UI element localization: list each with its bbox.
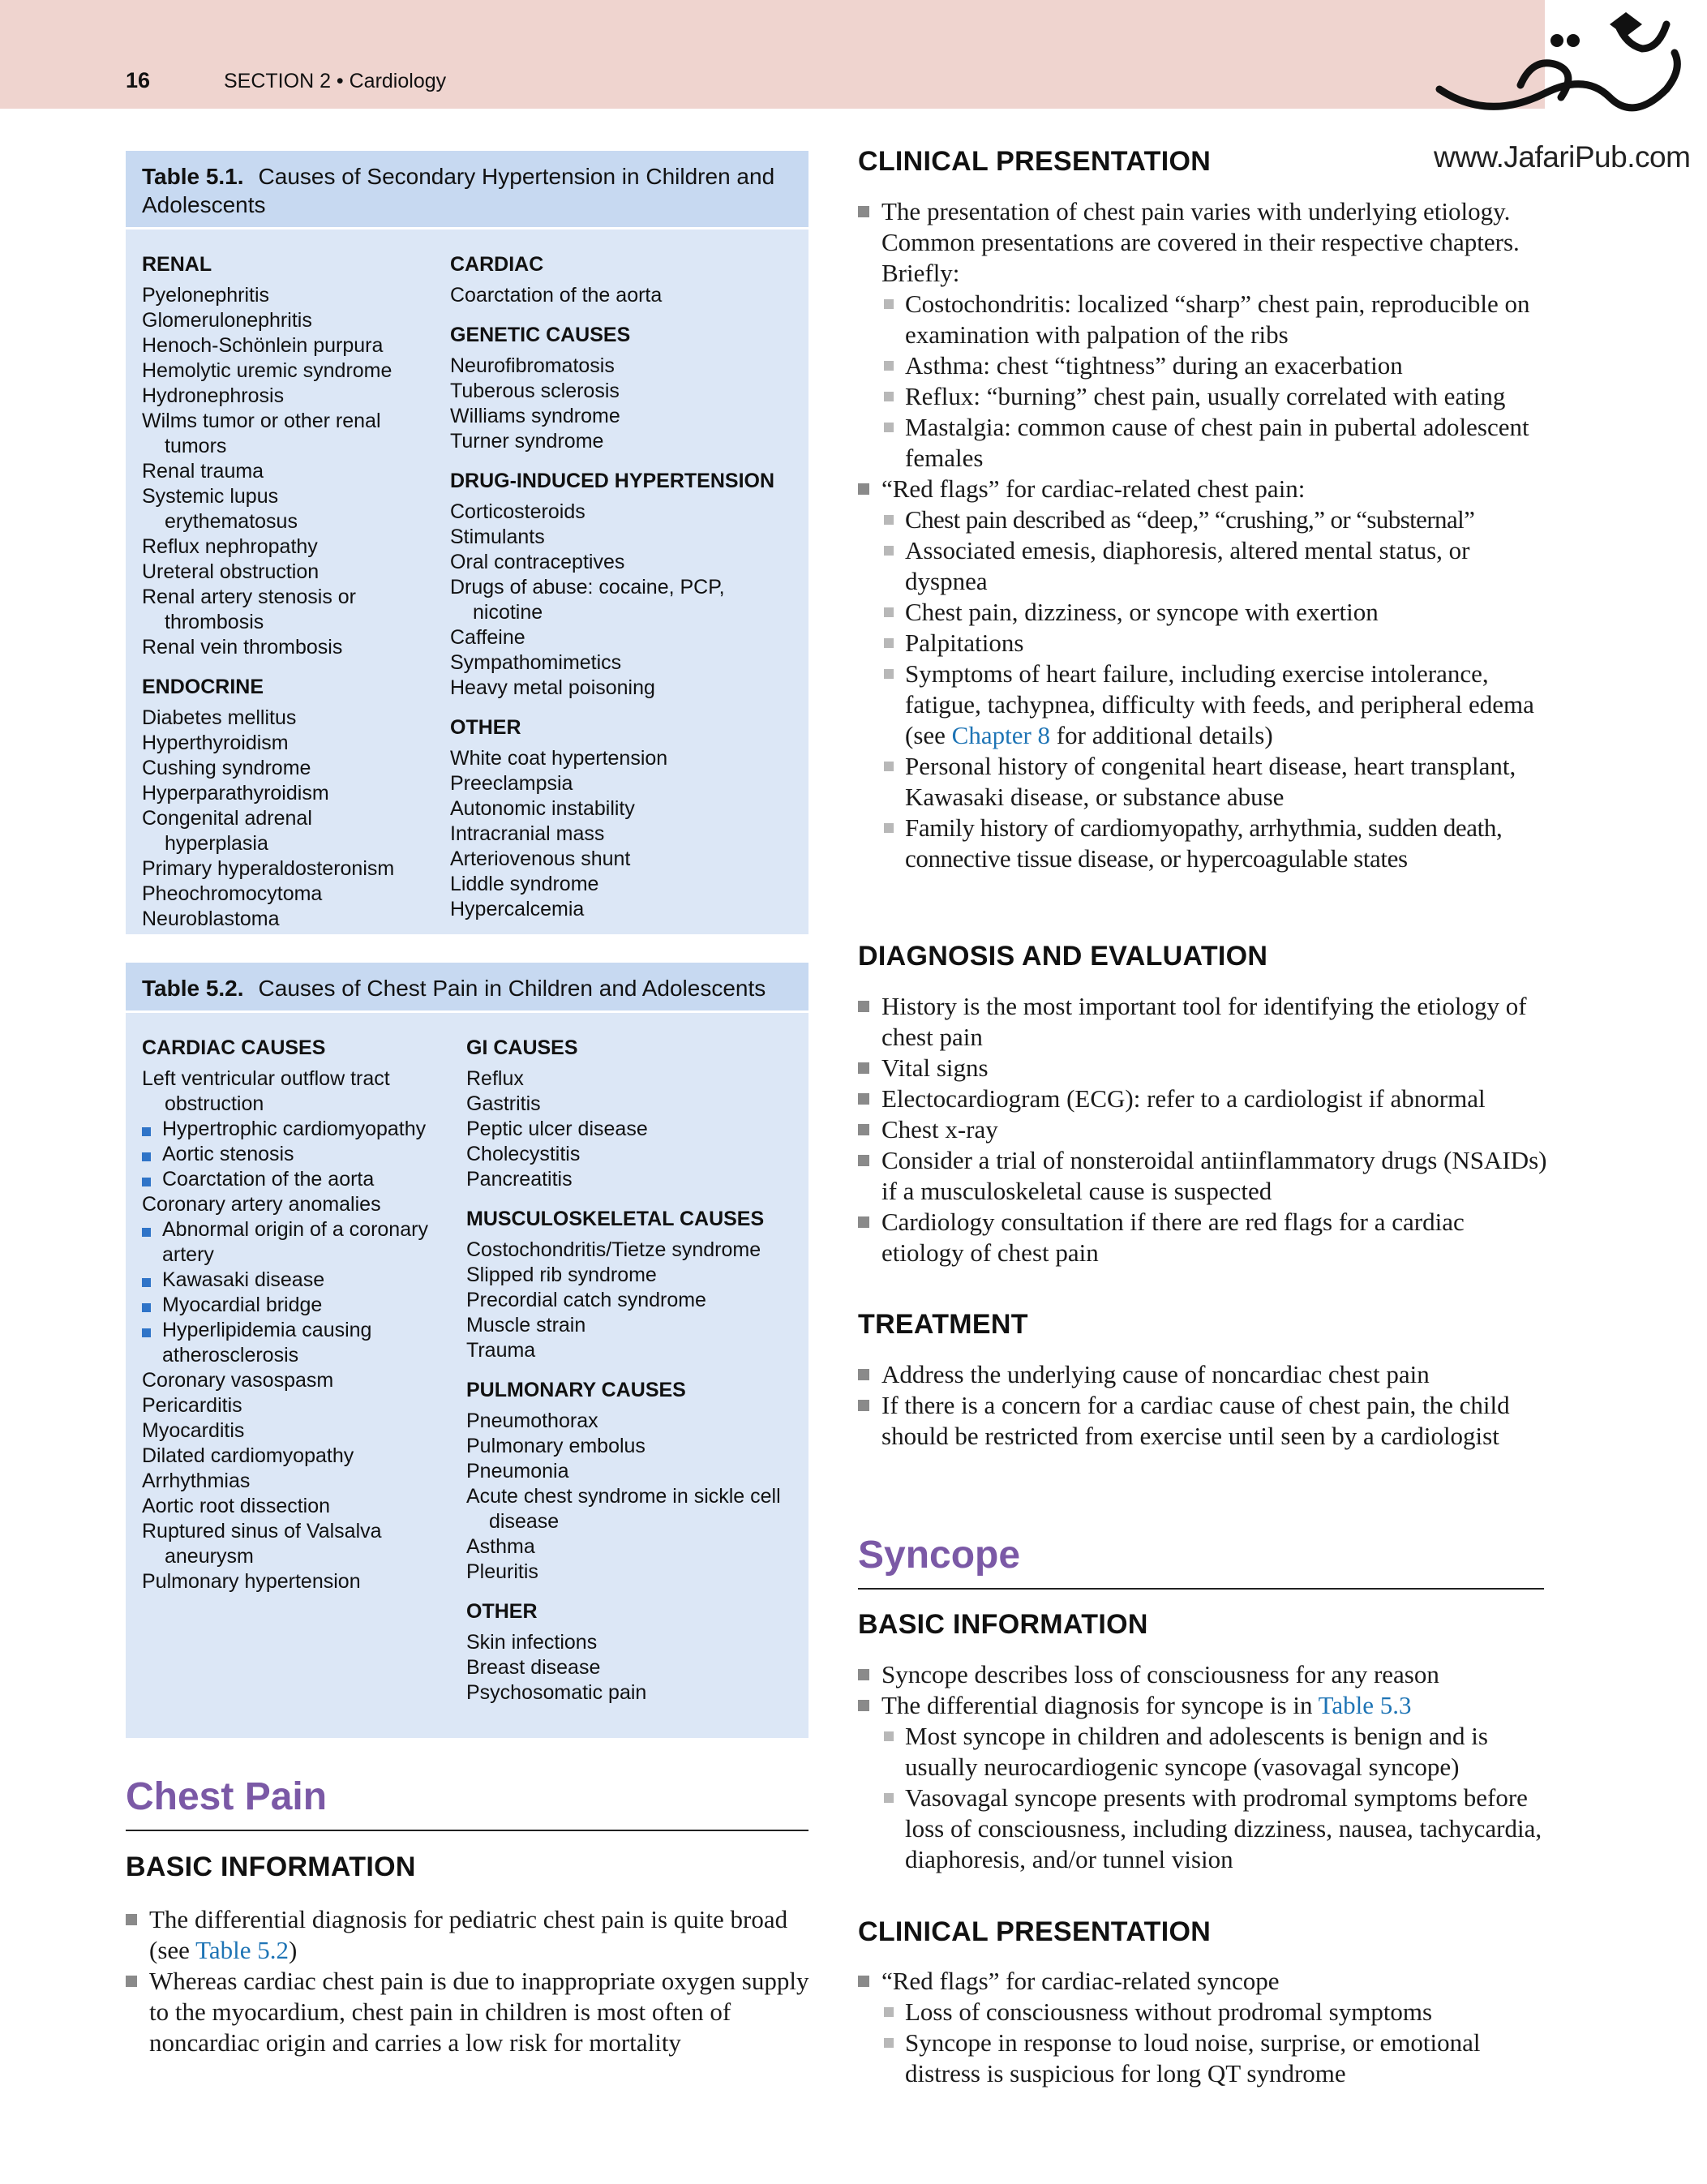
sub-list-item: Palpitations (858, 628, 1547, 659)
list-item: “Red flags” for cardiac-related syncope (858, 1966, 1547, 1997)
table-sub-entry: Aortic stenosis (142, 1142, 450, 1167)
table-number: Table 5.1. (142, 164, 244, 189)
page-number: 16 (126, 68, 151, 92)
table-entry: Neurofibromatosis (450, 354, 615, 377)
list-item: Consider a trial of nonsteroidal antiinflammatory drugs (NSAIDs) if a musculoskeletal cause is suspected (858, 1145, 1547, 1207)
list-item: Electocardiogram (ECG): refer to a cardiologist if abnormal (858, 1083, 1547, 1114)
table-entry: Ruptured sinus of Valsalva aneurysm (142, 1520, 382, 1568)
table-entry: Stimulants (450, 526, 545, 548)
table-entry: Cushing syndrome (142, 757, 311, 779)
table-sub-entry: Abnormal origin of a coronary artery (142, 1217, 442, 1268)
chapter-link[interactable]: Chapter 8 (951, 721, 1051, 749)
table-subheading: OTHER (450, 716, 521, 739)
table-body (126, 1013, 808, 1718)
table-entry: Oral contraceptives (450, 551, 625, 573)
table-entry: Hydronephrosis (142, 384, 285, 407)
table-body (126, 230, 808, 943)
section-title-syncope: Syncope (858, 1534, 1021, 1577)
logo-url: www.JafariPub.com (1434, 140, 1691, 174)
table-entry: Williams syndrome (450, 405, 620, 427)
sub-list-item: Vasovagal syncope presents with prodromal symptoms before loss of consciousness, including dizziness, nausea, tachycardia, diaphoresis, and/or tunnel vision (858, 1783, 1547, 1875)
table-entry: Muscle strain (466, 1314, 586, 1337)
table-entry: Pneumonia (466, 1460, 569, 1482)
table-link[interactable]: Table 5.3 (1318, 1691, 1412, 1719)
sub-list-item: Reflux: “burning” chest pain, usually correlated with eating (858, 381, 1547, 412)
table-entry: Renal artery stenosis or thrombosis (142, 586, 357, 633)
list-item: The presentation of chest pain varies with underlying etiology. Common presentations are covered in their respective chapters. Briefly: (858, 196, 1547, 289)
sub-list-item: Chest pain described as “deep,” “crushing,” or “substernal” (858, 504, 1547, 535)
section-title-chest-pain: Chest Pain (126, 1775, 328, 1818)
table-entry: Asthma (466, 1535, 535, 1558)
table-entry: Heavy metal poisoning (450, 676, 655, 699)
table-entry: Psychosomatic pain (466, 1681, 647, 1704)
heading-basic-information: BASIC INFORMATION (858, 1609, 1148, 1640)
table-entry: Systemic lupus erythematosus (142, 485, 298, 533)
table-entry: Arteriovenous shunt (450, 847, 631, 870)
table-entry: Henoch-Schönlein purpura (142, 334, 384, 357)
table-entry: Hemolytic uremic syndrome (142, 359, 392, 382)
table-entry: Congenital adrenal hyperplasia (142, 807, 312, 855)
table-subheading: MUSCULOSKELETAL CAUSES (466, 1208, 765, 1230)
table-entry: Autonomic instability (450, 797, 635, 820)
sub-list-item: Syncope in response to loud noise, surprise, or emotional distress is suspicious for long QT syndrome (858, 2027, 1547, 2089)
table-column-right (466, 1036, 799, 1706)
running-head: SECTION 2 • Cardiology (224, 70, 447, 92)
sub-list-item: Personal history of congenital heart disease, heart transplant, Kawasaki disease, or substance abuse (858, 751, 1547, 813)
sub-list-item (858, 659, 1547, 751)
table-entry: Preeclampsia (450, 772, 573, 795)
heading-diagnosis-evaluation: DIAGNOSIS AND EVALUATION (858, 941, 1268, 972)
table-entry: Glomerulonephritis (142, 309, 312, 332)
table-column-right (450, 252, 799, 922)
table-title: Causes of Secondary Hypertension in Children and Adolescents (142, 164, 775, 217)
table-entry: Renal trauma (142, 460, 264, 483)
table-entry: Aortic root dissection (142, 1495, 331, 1517)
heading-clinical-presentation: CLINICAL PRESENTATION (858, 146, 1212, 177)
table-entry: Tuberous sclerosis (450, 380, 620, 402)
basic-information-list (126, 1904, 811, 2058)
table-5-1 (126, 151, 808, 934)
list-item-text: The differential diagnosis for pediatric chest pain is quite broad (see (149, 1905, 788, 1964)
table-caption (126, 151, 808, 230)
section-rule (126, 1830, 808, 1831)
table-entry: White coat hypertension (450, 747, 668, 770)
table-entry: Wilms tumor or other renal tumors (142, 410, 381, 457)
table-entry: Precordial catch syndrome (466, 1289, 706, 1311)
sub-list-item: Costochondritis: localized “sharp” chest pain, reproducible on examination with palpation of the ribs (858, 289, 1547, 350)
table-sub-entry: Kawasaki disease (142, 1268, 450, 1293)
heading-basic-information: BASIC INFORMATION (126, 1851, 416, 1882)
table-entry: Dilated cardiomyopathy (142, 1444, 354, 1467)
table-subheading: DRUG-INDUCED HYPERTENSION (450, 470, 775, 492)
table-entry: Pulmonary embolus (466, 1435, 645, 1457)
sub-list-item: Loss of consciousness without prodromal symptoms (858, 1997, 1547, 2027)
table-subheading: OTHER (466, 1600, 538, 1623)
list-item-text: The differential diagnosis for syncope is in (881, 1691, 1319, 1719)
table-entry: Hyperparathyroidism (142, 782, 329, 805)
sub-list-item: Associated emesis, diaphoresis, altered mental status, or dyspnea (858, 535, 1547, 597)
heading-treatment: TREATMENT (858, 1309, 1028, 1340)
table-subheading: GENETIC CAUSES (450, 324, 631, 346)
treatment-list (858, 1359, 1547, 1452)
list-item: Chest x-ray (858, 1114, 1547, 1145)
table-entry: Cholecystitis (466, 1143, 581, 1165)
table-subheading: ENDOCRINE (142, 676, 264, 698)
list-item: Syncope describes loss of consciousness for any reason (858, 1659, 1547, 1690)
table-entry: Skin infections (466, 1631, 598, 1654)
table-entry: Hypercalcemia (450, 898, 585, 920)
table-entry: Pyelonephritis (142, 284, 270, 307)
table-entry: Primary hyperaldosteronism (142, 857, 395, 880)
table-5-2 (126, 963, 808, 1738)
table-entry: Hyperthyroidism (142, 732, 289, 754)
table-entry: Reflux nephropathy (142, 535, 318, 558)
table-sub-entry: Hypertrophic cardiomyopathy (142, 1117, 450, 1142)
list-item (858, 1690, 1547, 1721)
sub-list-item: Mastalgia: common cause of chest pain in pubertal adolescent females (858, 412, 1547, 474)
table-link[interactable]: Table 5.2 (195, 1936, 290, 1964)
table-entry: Ureteral obstruction (142, 560, 320, 583)
table-subheading: PULMONARY CAUSES (466, 1379, 686, 1401)
table-subheading: CARDIAC CAUSES (142, 1036, 326, 1059)
clinical-presentation-list (858, 196, 1547, 874)
table-entry: Gastritis (466, 1092, 541, 1115)
table-entry: Sympathomimetics (450, 651, 622, 674)
table-entry: Pericarditis (142, 1394, 242, 1417)
list-item-text: ) (289, 1936, 298, 1964)
table-entry: Left ventricular outflow tract obstruction (142, 1067, 390, 1115)
heading-clinical-presentation: CLINICAL PRESENTATION (858, 1916, 1212, 1947)
table-subheading: GI CAUSES (466, 1036, 578, 1059)
table-sub-entry: Hyperlipidemia causing atherosclerosis (142, 1318, 410, 1368)
table-sub-entry: Myocardial bridge (142, 1293, 450, 1318)
list-item: “Red flags” for cardiac-related chest pain: (858, 474, 1547, 504)
table-entry: Pheochromocytoma (142, 882, 323, 905)
table-entry: Pleuritis (466, 1560, 538, 1583)
syncope-basic-list (858, 1659, 1547, 1875)
sub-list-item: Chest pain, dizziness, or syncope with exertion (858, 597, 1547, 628)
table-title: Causes of Chest Pain in Children and Adolescents (258, 976, 766, 1001)
table-entry: Costochondritis/Tietze syndrome (466, 1238, 761, 1261)
syncope-clinical-list (858, 1966, 1547, 2089)
table-entry: Corticosteroids (450, 500, 585, 523)
table-entry: Pancreatitis (466, 1168, 573, 1191)
publisher-logo (1423, 8, 1699, 138)
table-entry: Arrhythmias (142, 1470, 251, 1492)
list-item: If there is a concern for a cardiac cause of chest pain, the child should be restricted from exercise until seen by a cardiologist (858, 1390, 1547, 1452)
sub-list-item: Asthma: chest “tightness” during an exacerbation (858, 350, 1547, 381)
table-sub-entry: Coarctation of the aorta (142, 1167, 450, 1192)
list-item: Vital signs (858, 1053, 1547, 1083)
list-item: Address the underlying cause of noncardiac chest pain (858, 1359, 1547, 1390)
table-entry: Coarctation of the aorta (450, 284, 663, 307)
table-entry: Acute chest syndrome in sickle cell disease (466, 1485, 781, 1533)
table-entry: Diabetes mellitus (142, 706, 297, 729)
table-caption (126, 963, 808, 1013)
table-subheading: CARDIAC (450, 253, 544, 276)
table-entry: Caffeine (450, 626, 525, 649)
table-column-left (142, 252, 442, 932)
table-entry: Neuroblastoma (142, 907, 280, 930)
list-item: Whereas cardiac chest pain is due to inappropriate oxygen supply to the myocardium, chest pain in children is most often of noncardiac origin and carries a low risk for mortality (126, 1966, 811, 2058)
table-entry: Drugs of abuse: cocaine, PCP, nicotine (450, 576, 725, 624)
table-entry: Intracranial mass (450, 822, 605, 845)
diagnosis-list (858, 991, 1547, 1268)
table-entry: Pulmonary hypertension (142, 1570, 361, 1593)
sub-list-item: Most syncope in children and adolescents is benign and is usually neurocardiogenic syncope (vasovagal syncope) (858, 1721, 1547, 1783)
table-entry: Myocarditis (142, 1419, 245, 1442)
table-entry: Coronary vasospasm (142, 1369, 334, 1392)
list-item: History is the most important tool for identifying the etiology of chest pain (858, 991, 1547, 1053)
list-item (126, 1904, 811, 1966)
table-entry: Renal vein thrombosis (142, 636, 343, 659)
table-entry: Coronary artery anomalies (142, 1193, 381, 1216)
sub-list-item: Family history of cardiomyopathy, arrhythmia, sudden death, connective tissue disease, or hypercoagulable states (858, 813, 1547, 874)
table-entry: Turner syndrome (450, 430, 604, 453)
table-column-left (142, 1036, 450, 1594)
list-item-text: Symptoms of heart failure, including exercise intolerance, fatigue, tachypnea, difficulty with feeds, and peripheral edema (see (905, 659, 1534, 749)
table-entry: Reflux (466, 1067, 524, 1090)
table-entry: Peptic ulcer disease (466, 1118, 648, 1140)
list-item-text: for additional details) (1050, 721, 1273, 749)
table-entry: Breast disease (466, 1656, 601, 1679)
table-entry: Pneumothorax (466, 1410, 598, 1432)
table-number: Table 5.2. (142, 976, 244, 1001)
table-entry: Trauma (466, 1339, 536, 1362)
table-subheading: RENAL (142, 253, 212, 276)
table-entry: Liddle syndrome (450, 873, 599, 895)
section-rule (858, 1588, 1544, 1590)
list-item: Cardiology consultation if there are red flags for a cardiac etiology of chest pain (858, 1207, 1547, 1268)
table-entry: Slipped rib syndrome (466, 1264, 657, 1286)
